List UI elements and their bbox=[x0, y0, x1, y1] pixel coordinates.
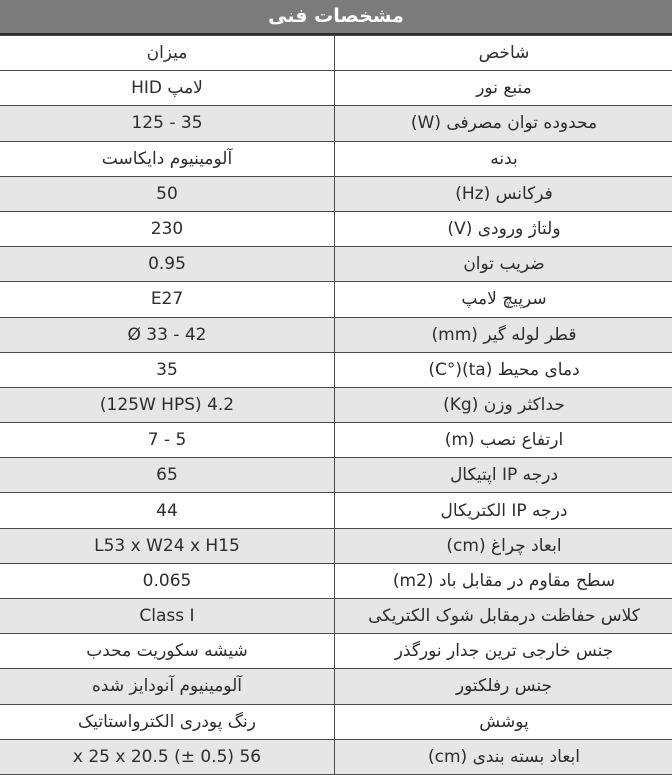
table-row bbox=[0, 317, 672, 352]
param-cell: ضریب توان bbox=[335, 247, 672, 282]
param-cell: بدنه bbox=[335, 141, 672, 176]
table-row bbox=[0, 458, 672, 493]
param-cell: ابعاد چراغ (cm) bbox=[335, 528, 672, 563]
table-header-row bbox=[0, 36, 672, 71]
value-cell: رنگ پودری الکترواستاتیک bbox=[0, 704, 335, 739]
table-row bbox=[0, 493, 672, 528]
param-cell: محدوده توان مصرفی (W) bbox=[335, 106, 672, 141]
value-cell: 0.95 bbox=[0, 247, 335, 282]
table-row bbox=[0, 599, 672, 634]
table-row bbox=[0, 247, 672, 282]
param-cell: جنس خارجی ترین جدار نورگذر bbox=[335, 634, 672, 669]
table-row bbox=[0, 211, 672, 246]
table-row bbox=[0, 563, 672, 598]
value-cell: آلومینیوم آنودایز شده bbox=[0, 669, 335, 704]
param-cell: سطح مقاوم در مقابل باد (m2) bbox=[335, 563, 672, 598]
value-cell: 4.2 (125W HPS) bbox=[0, 387, 335, 422]
param-cell: منبع نور bbox=[335, 71, 672, 106]
value-cell: شیشه سکوریت محدب bbox=[0, 634, 335, 669]
value-cell: 65 bbox=[0, 458, 335, 493]
table-row bbox=[0, 352, 672, 387]
param-cell: کلاس حفاظت درمقابل شوک الکتریکی bbox=[335, 599, 672, 634]
value-cell: 35 bbox=[0, 352, 335, 387]
table-row bbox=[0, 528, 672, 563]
param-cell: پوشش bbox=[335, 704, 672, 739]
param-cell: قطر لوله گیر (mm) bbox=[335, 317, 672, 352]
value-cell: 35 - 125 bbox=[0, 106, 335, 141]
value-cell: 0.065 bbox=[0, 563, 335, 598]
value-cell: L53 x W24 x H15 bbox=[0, 528, 335, 563]
value-cell: Ø 33 - 42 bbox=[0, 317, 335, 352]
value-cell: Class I bbox=[0, 599, 335, 634]
table-row bbox=[0, 739, 672, 774]
table-row bbox=[0, 634, 672, 669]
value-cell: E27 bbox=[0, 282, 335, 317]
value-cell: 230 bbox=[0, 211, 335, 246]
table-row bbox=[0, 387, 672, 422]
table-row bbox=[0, 669, 672, 704]
param-cell: سرپیچ لامپ bbox=[335, 282, 672, 317]
param-cell: ابعاد بسته بندی (cm) bbox=[335, 739, 672, 774]
param-cell: جنس رفلکتور bbox=[335, 669, 672, 704]
param-cell: فرکانس (Hz) bbox=[335, 176, 672, 211]
specs-table bbox=[0, 35, 672, 775]
value-cell: 56 x 25 x 20.5 (± 0.5) bbox=[0, 739, 335, 774]
table-row bbox=[0, 282, 672, 317]
table-row bbox=[0, 71, 672, 106]
param-cell: ولتاژ ورودی (V) bbox=[335, 211, 672, 246]
value-cell: لامپ HID bbox=[0, 71, 335, 106]
value-cell: 44 bbox=[0, 493, 335, 528]
table-title: مشخصات فنی bbox=[0, 0, 672, 35]
param-cell: درجه IP الکتریکال bbox=[335, 493, 672, 528]
value-cell: 50 bbox=[0, 176, 335, 211]
table-row bbox=[0, 106, 672, 141]
value-cell: آلومینیوم دایکاست bbox=[0, 141, 335, 176]
value-cell: 5 - 7 bbox=[0, 423, 335, 458]
param-cell: درجه IP اپتیکال bbox=[335, 458, 672, 493]
value-header: میزان bbox=[0, 36, 335, 71]
param-cell: ارتفاع نصب (m) bbox=[335, 423, 672, 458]
table-row bbox=[0, 704, 672, 739]
param-cell: حداکثر وزن (Kg) bbox=[335, 387, 672, 422]
param-header: شاخص bbox=[335, 36, 672, 71]
table-row bbox=[0, 176, 672, 211]
table-row bbox=[0, 423, 672, 458]
table-row bbox=[0, 141, 672, 176]
param-cell: دمای محیط (ta)(°C) bbox=[335, 352, 672, 387]
